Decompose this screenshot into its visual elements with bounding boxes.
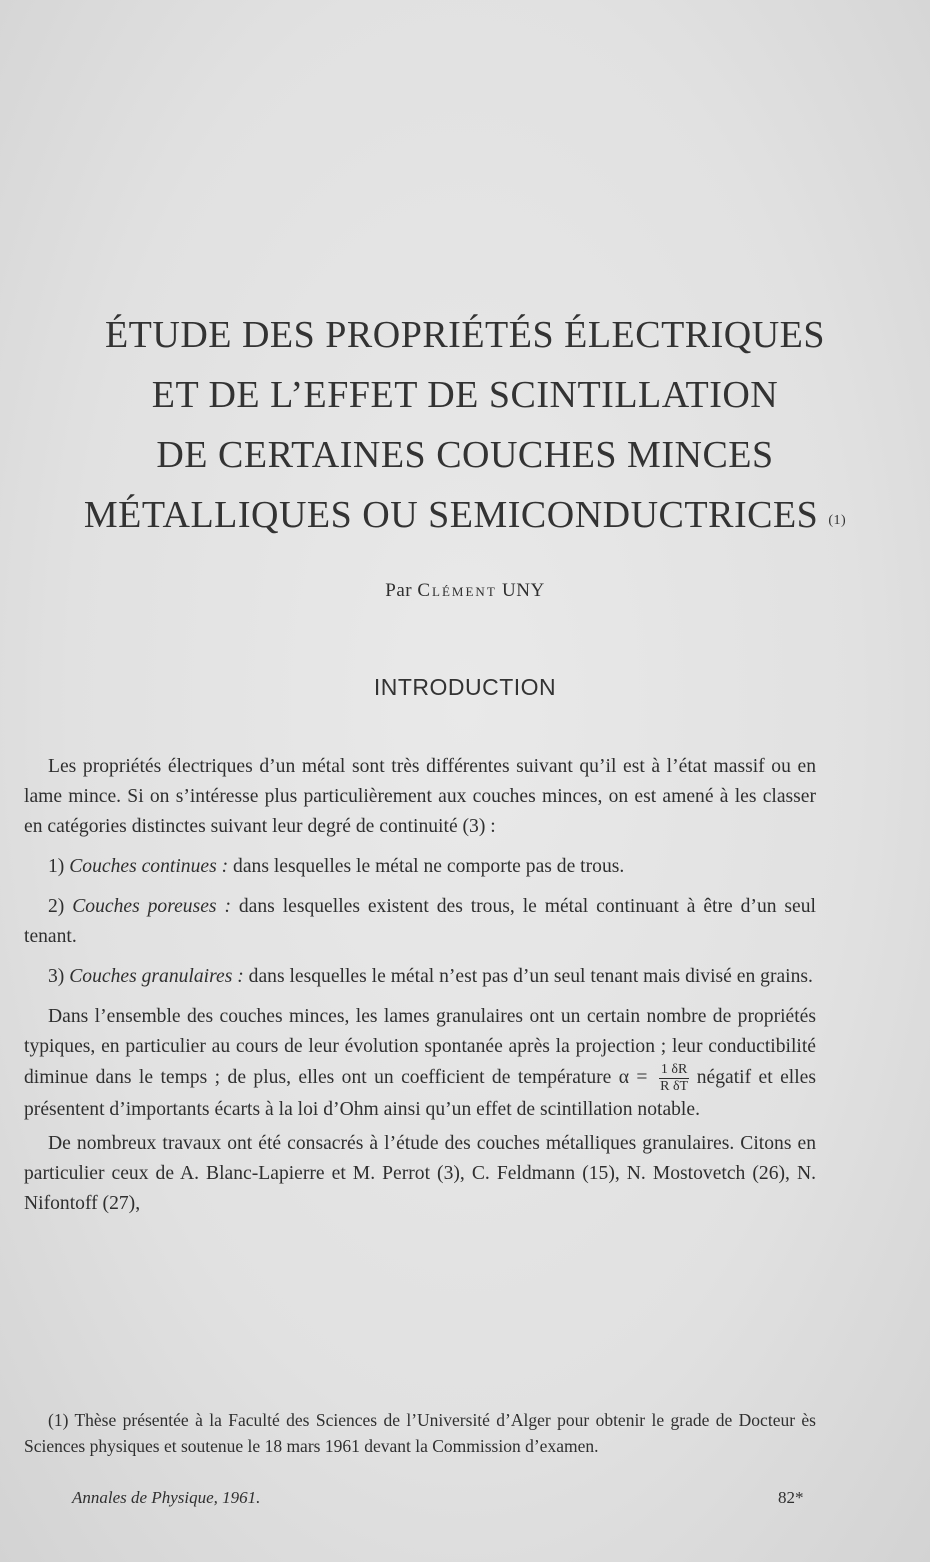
page-number: 82* [778, 1488, 804, 1507]
footnote-text: (1) Thèse présentée à la Faculté des Sciences de l’Université d’Alger pour obtenir le grade de Docteur ès Sciences physiques et soutenue le 18 mars 1961 devant la Commission d’examen. [24, 1410, 816, 1456]
author-last-name: UNY [502, 580, 545, 601]
title-line-4-text: MÉTALLIQUES OU SEMICONDUCTRICES [83, 494, 819, 536]
section-heading: INTRODUCTION [373, 674, 557, 700]
title-line-2: ET DE L’EFFET DE SCINTILLATION [151, 374, 779, 416]
list-item-number: 3) [48, 966, 65, 987]
list-item-number: 2) [48, 896, 65, 917]
temperature-coefficient-formula [659, 1062, 689, 1095]
paragraph-prior-work: De nombreux travaux ont été consacrés à l’étude des couches métalliques granulaires. Citons en particulier ceux de A. Blanc-Lapierre et M. Perrot (3), C. Feldmann (15), N. Mostovetch (26), N. Nifontoff (27), [24, 1133, 816, 1214]
paragraph-text-a: Dans l’ensemble des couches minces, les lames granulaires ont un certain nombre de propriétés typiques, en particulier au cours de leur évolution spontanée après la projection ; leur conductibilité diminue dans le temps ; de plus, elles ont un coefficient de température α = [24, 1006, 816, 1088]
list-item-text: dans lesquelles existent des trous, le métal continuant à être d’un seul tenant. [24, 896, 816, 947]
formula-numerator: 1 δR [660, 1062, 688, 1077]
list-item-granular [24, 962, 816, 992]
footnote [24, 1407, 816, 1459]
list-item-term: Couches continues : [69, 856, 229, 877]
title-line-4 [0, 485, 930, 545]
article-body [24, 752, 816, 1219]
paragraph-granular-properties [24, 1002, 816, 1125]
list-item-number: 1) [48, 856, 65, 877]
author-prefix: Par [385, 580, 413, 601]
list-item-text: dans lesquelles le métal ne comporte pas de trous. [233, 856, 625, 877]
list-item-porous [24, 892, 816, 952]
title-line-3: DE CERTAINES COUCHES MINCES [156, 434, 774, 476]
paragraph-text-b: négatif et elles présentent d’importants écarts à la loi d’Ohm ainsi qu’un effet de scintillation notable. [24, 1067, 816, 1120]
article-title [0, 305, 930, 545]
title-footnote-marker: (1) [828, 513, 847, 528]
author-first-name: Clément [417, 580, 497, 601]
paragraph-intro: Les propriétés électriques d’un métal sont très différentes suivant qu’il est à l’état massif ou en lame mince. Si on s’intéresse plus particulièrement aux couches minces, on est amené à les classer en catégories distinctes suivant leur degré de continuité (3) : [24, 756, 816, 837]
list-item-continuous [24, 852, 816, 882]
list-item-term: Couches granulaires : [69, 966, 244, 987]
formula-denominator: R δT [660, 1079, 689, 1094]
list-item-text: dans lesquelles le métal n’est pas d’un seul tenant mais divisé en grains. [248, 966, 813, 987]
author-byline [0, 580, 930, 602]
list-item-term: Couches poreuses : [72, 896, 231, 917]
title-line-1: ÉTUDE DES PROPRIÉTÉS ÉLECTRIQUES [104, 314, 826, 356]
running-footer: Annales de Physique, 1961. [72, 1488, 261, 1507]
